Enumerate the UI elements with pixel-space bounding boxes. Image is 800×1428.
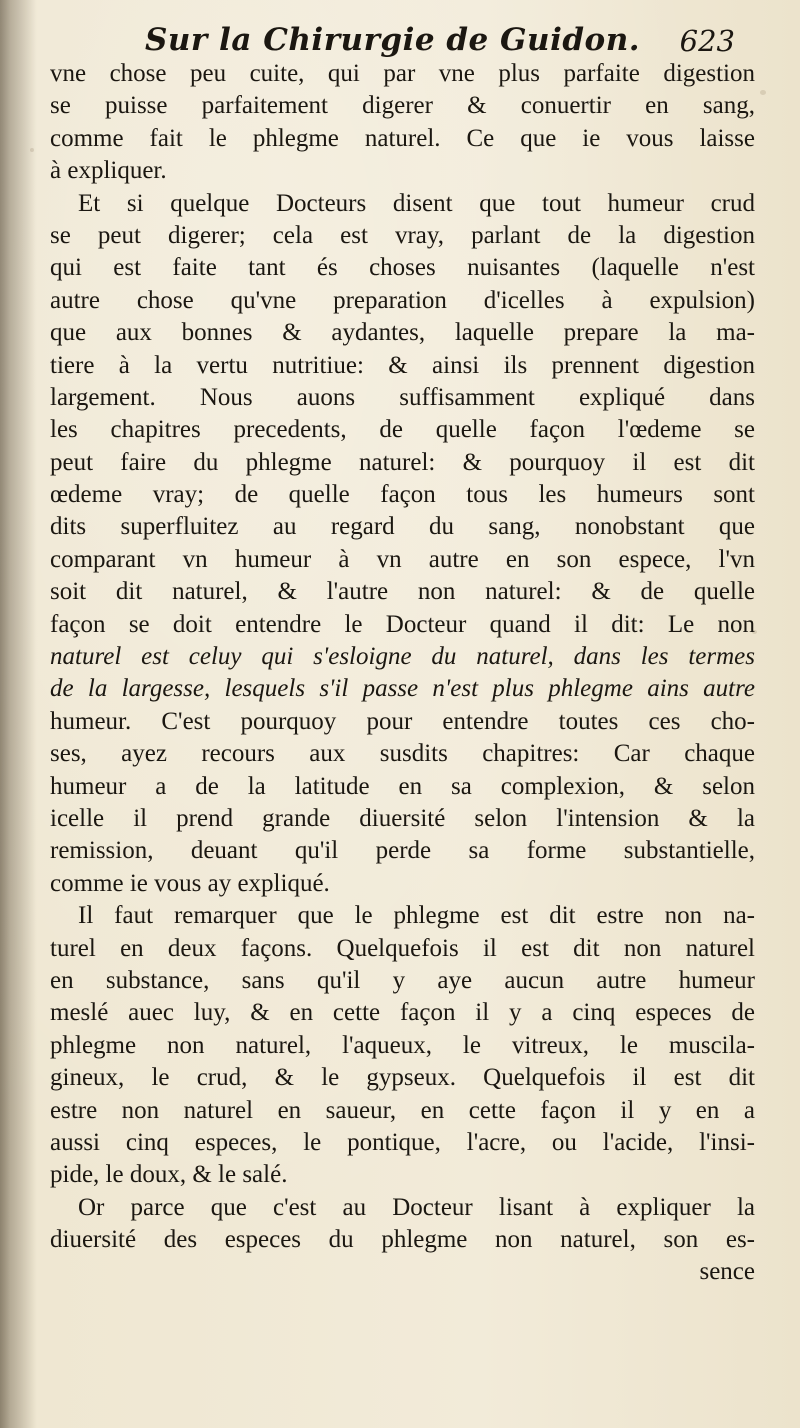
text-line: dits superfluitez au regard du sang, nonobstant que xyxy=(50,513,755,541)
text-line: comme fait le phlegme naturel. Ce que ie vous laisse xyxy=(50,124,755,152)
text-line: à expliquer. xyxy=(50,157,167,185)
text-line: peut faire du phlegme naturel: & pourquoy il est dit xyxy=(50,448,755,476)
text-line: comme ie vous ay expliqué. xyxy=(50,869,330,897)
text-line: tiere à la vertu nutritiue: & ainsi ils prennent digestion xyxy=(50,351,755,379)
text-line: meslé auec luy, & en cette façon il y a cinq especes de xyxy=(50,999,755,1027)
text-line: vne chose peu cuite, qui par vne plus parfaite digestion xyxy=(50,60,755,87)
body-text xyxy=(50,58,755,1289)
paragraph-start-line: Il faut remarquer que le phlegme est dit estre non na- xyxy=(78,902,755,930)
text-line: œdeme vray; de quelle façon tous les humeurs sont xyxy=(50,481,755,509)
text-line: humeur a de la latitude en sa complexion, & selon xyxy=(50,772,755,800)
text-line: aussi cinq especes, le pontique, l'acre, ou l'acide, l'insi- xyxy=(50,1128,755,1156)
text-line: comparant vn humeur à vn autre en son espece, l'vn xyxy=(50,545,755,573)
text-line: estre non naturel en saueur, en cette façon il y en a xyxy=(50,1096,755,1124)
page-gutter-shadow xyxy=(0,0,36,1428)
text-line: les chapitres precedents, de quelle façon l'œdeme se xyxy=(50,416,755,444)
text-line: largement. Nous auons suffisamment expliqué dans xyxy=(50,383,755,411)
text-line: diuersité des especes du phlegme non naturel, son es- xyxy=(50,1226,755,1254)
text-line: icelle il prend grande diuersité selon l'intension & la xyxy=(50,804,755,832)
text-line: pide, le doux, & le salé. xyxy=(50,1161,288,1189)
text-line: façon se doit entendre le Docteur quand il dit: Le non xyxy=(50,610,755,638)
running-title: Sur la Chirurgie de Guidon. xyxy=(145,22,641,58)
paper-spot xyxy=(30,148,34,152)
text-line: qui est faite tant és choses nuisantes (laquelle n'est xyxy=(50,254,755,282)
catchword: sence xyxy=(699,1258,755,1286)
text-line: autre chose qu'vne preparation d'icelles à expulsion) xyxy=(50,286,755,314)
text-line: phlegme non naturel, l'aqueux, le vitreux, le muscila- xyxy=(50,1031,755,1059)
text-line: humeur. C'est pourquoy pour entendre toutes ces cho- xyxy=(50,707,755,735)
text-line: que aux bonnes & aydantes, laquelle prepare la ma- xyxy=(50,319,755,347)
text-line: soit dit naturel, & l'autre non naturel: & de quelle xyxy=(50,578,755,606)
text-line: en substance, sans qu'il y aye aucun autre humeur xyxy=(50,966,755,994)
paragraph-start-line: Or parce que c'est au Docteur lisant à expliquer la xyxy=(78,1193,755,1221)
text-line: se puisse parfaitement digerer & conuertir en sang, xyxy=(50,92,755,120)
text-line: turel en deux façons. Quelquefois il est dit non naturel xyxy=(50,934,755,962)
italic-quote-line: naturel est celuy qui s'esloigne du naturel, dans les termes xyxy=(50,643,755,671)
italic-quote-line: de la largesse, lesquels s'il passe n'est plus phlegme ains autre xyxy=(50,675,755,703)
text-line: gineux, le crud, & le gypseux. Quelquefois il est dit xyxy=(50,1064,755,1092)
text-line: ses, ayez recours aux susdits chapitres: Car chaque xyxy=(50,740,755,768)
paragraph-start-line: Et si quelque Docteurs disent que tout humeur crud xyxy=(78,189,755,217)
paper-spot xyxy=(760,90,766,95)
page-number: 623 xyxy=(679,24,735,58)
text-line: remission, deuant qu'il perde sa forme substantielle, xyxy=(50,837,755,865)
text-line: se peut digerer; cela est vray, parlant de la digestion xyxy=(50,221,755,249)
